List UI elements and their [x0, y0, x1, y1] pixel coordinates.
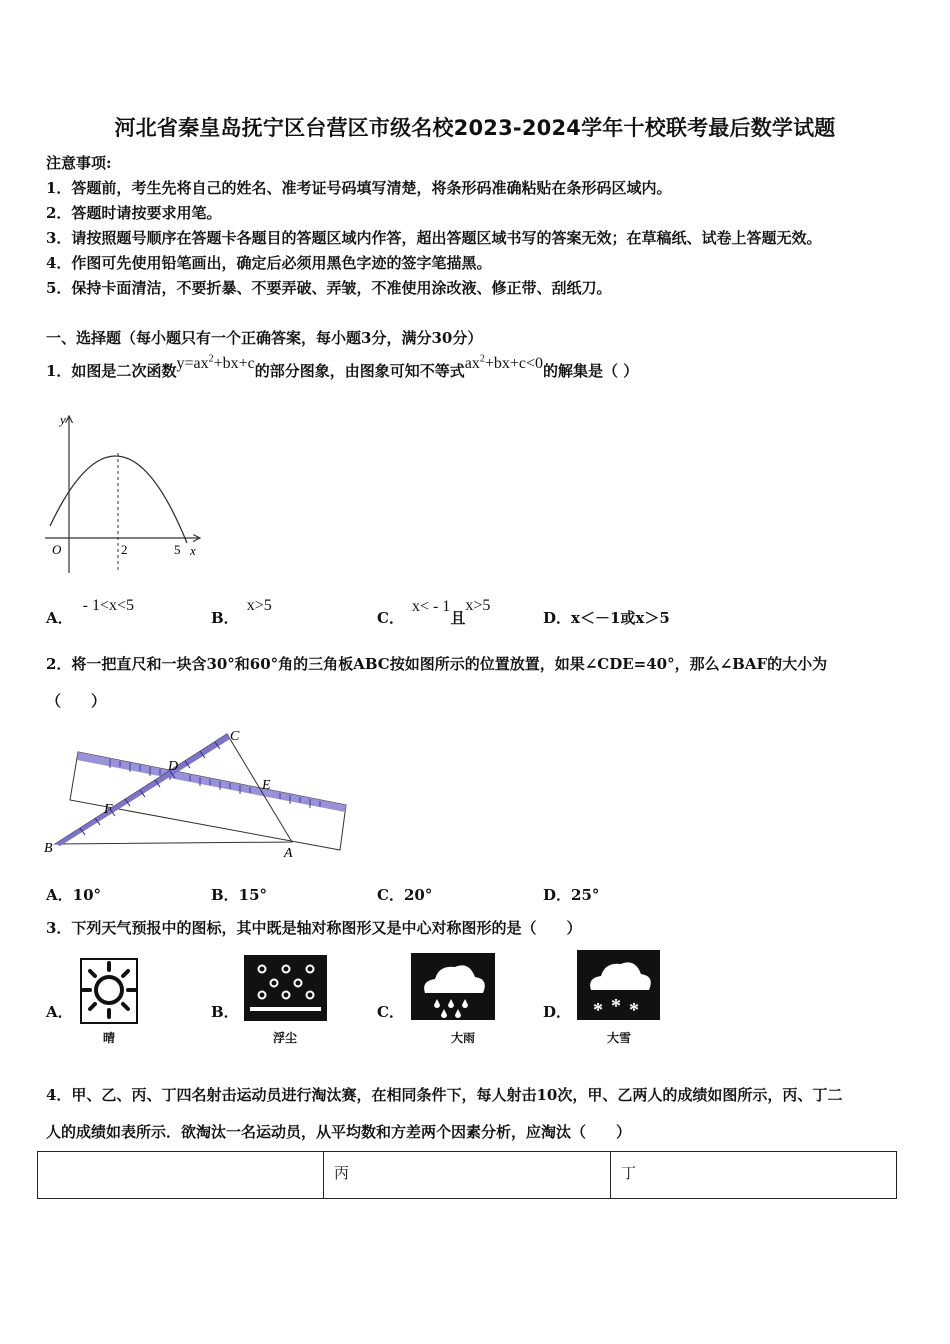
table-header-cell: 丙	[324, 1152, 611, 1199]
q1-prefix: 1．如图是二次函数	[46, 362, 177, 380]
q1-option-d[interactable]	[543, 607, 670, 628]
q1-inequality	[465, 355, 543, 372]
option-label: D．	[543, 609, 572, 627]
tick-5-label: 5	[174, 542, 181, 557]
option-math: x>5	[246, 597, 272, 614]
table-row	[38, 1152, 897, 1199]
notice-item: 3．请按照题号顺序在答题卡各题目的答题区域内作答，超出答题区域书写的答案无效；在草稿纸、试卷上答题无效。	[46, 229, 822, 247]
point-f-label: F	[104, 802, 113, 817]
svg-text:*: *	[593, 999, 603, 1020]
option-connector: 且	[450, 609, 466, 627]
q2-option-d[interactable]: D．25°	[543, 886, 600, 904]
q3-caption-b: 浮尘	[272, 1031, 297, 1045]
q2-ruler-triangle-figure	[40, 722, 355, 862]
point-c-label: C	[230, 729, 240, 744]
tick-2-label: 2	[121, 542, 128, 557]
heavy-rain-icon[interactable]	[411, 953, 495, 1020]
q1-function	[176, 355, 254, 372]
q2-option-c[interactable]: C．20°	[377, 886, 433, 904]
notice-item: 5．保持卡面清洁，不要折暴、不要弄破、弄皱，不准使用涂改液、修正带、刮纸刀。	[46, 279, 612, 297]
question-4-line-2: 人的成绩如表所示．欲淘汰一名运动员，从平均数和方差两个因素分析，应淘汰（ ）	[46, 1123, 632, 1141]
option-math: x>5	[465, 597, 491, 614]
q1-parabola-graph	[40, 408, 210, 578]
table-header-cell	[38, 1152, 324, 1199]
q1-func-base: y=ax	[176, 355, 209, 372]
notice-item: 1．答题前，考生先将自己的姓名、准考证号码填写清楚，将条形码准确粘贴在条形码区域内。	[46, 179, 672, 197]
q2-option-a[interactable]: A．10°	[46, 886, 102, 904]
q3-option-c-label[interactable]: C．	[377, 1003, 404, 1021]
x-label: x	[190, 543, 196, 558]
question-2-paren: （ ）	[46, 692, 107, 710]
q1-option-b[interactable]	[211, 597, 272, 628]
q4-score-table	[37, 1151, 897, 1199]
option-math: x< - 1	[411, 598, 451, 615]
section-heading: 一、选择题（每小题只有一个正确答案，每小题3分，满分30分）	[46, 329, 483, 347]
sun-icon[interactable]	[80, 958, 138, 1024]
option-math: - 1<x<5	[82, 597, 135, 614]
q1-mid: 的部分图象，由图象可知不等式	[254, 362, 465, 380]
point-a-label: A	[284, 846, 293, 861]
option-label: C．	[377, 609, 404, 627]
dust-icon[interactable]	[244, 955, 327, 1021]
q1-suffix: 的解集是（ ）	[543, 362, 639, 380]
heavy-snow-icon[interactable]	[577, 950, 660, 1020]
parabola-curve	[50, 456, 187, 543]
q1-option-c[interactable]	[377, 597, 491, 628]
q1-ineq-rest: +bx+c<0	[484, 355, 544, 372]
q3-option-b-label[interactable]: B．	[211, 1003, 239, 1021]
option-text: x＜－1或x＞5	[571, 609, 670, 627]
table-header-cell: 丁	[611, 1152, 897, 1199]
q1-ineq-base: ax	[464, 355, 480, 372]
option-label: A．	[46, 609, 73, 627]
page-title: 河北省秦皇岛抚宁区台营区市级名校2023-2024学年十校联考最后数学试题	[114, 116, 836, 140]
question-1	[46, 353, 639, 381]
question-3: 3．下列天气预报中的图标，其中既是轴对称图形又是中心对称图形的是（ ）	[46, 919, 582, 937]
q3-option-d-label[interactable]: D．	[543, 1003, 572, 1021]
q3-caption-c: 大雨	[450, 1031, 475, 1045]
q1-ineq-exp: 2	[479, 353, 485, 365]
question-4-line-1: 4．甲、乙、丙、丁四名射击运动员进行淘汰赛，在相同条件下，每人射击10次，甲、乙两人的成绩如图所示，丙、丁二	[46, 1086, 843, 1104]
notice-item: 2．答题时请按要求用笔。	[46, 204, 222, 222]
notice-item: 4．作图可先使用铅笔画出，确定后必须用黑色字迹的签字笔描黑。	[46, 254, 492, 272]
svg-text:*: *	[611, 995, 621, 1017]
question-2: 2．将一把直尺和一块含30°和60°角的三角板ABC按如图所示的位置放置，如果∠CDE=40°，那么∠BAF的大小为	[46, 655, 828, 673]
origin-label: O	[52, 542, 62, 557]
q1-option-a[interactable]	[46, 597, 135, 628]
option-label: B．	[211, 609, 239, 627]
point-e-label: E	[262, 778, 271, 793]
svg-text:*: *	[629, 999, 639, 1020]
notice-heading: 注意事项:	[46, 154, 112, 172]
point-d-label: D	[168, 759, 179, 774]
point-b-label: B	[44, 841, 53, 856]
q1-func-exp: 2	[208, 353, 214, 365]
q3-option-a-label[interactable]: A．	[46, 1003, 73, 1021]
q1-func-rest: +bx+c	[213, 355, 255, 372]
q3-caption-a: 晴	[102, 1031, 115, 1045]
q3-caption-d: 大雪	[606, 1031, 631, 1045]
y-label: y	[60, 412, 66, 427]
q2-option-b[interactable]: B．15°	[211, 886, 268, 904]
